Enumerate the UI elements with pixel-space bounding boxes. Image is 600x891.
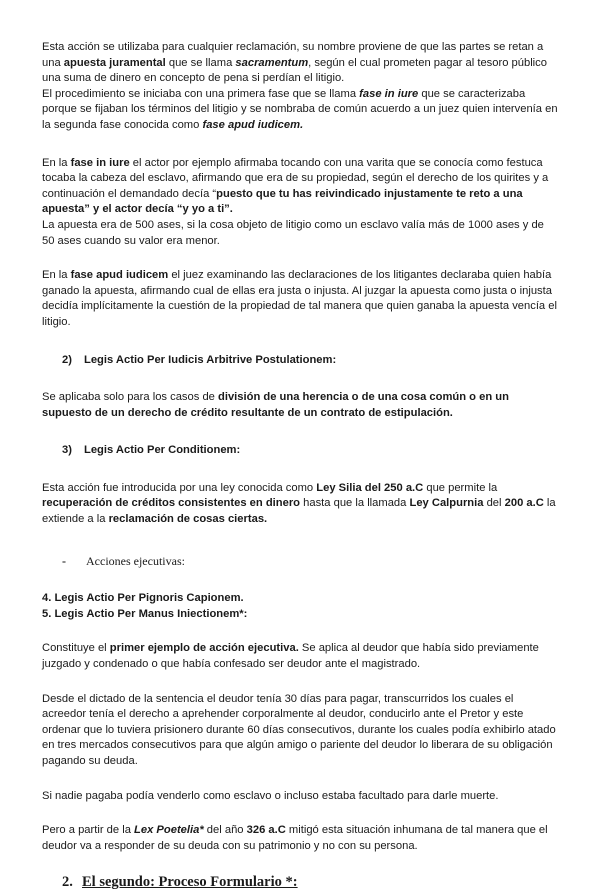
paragraph-sacramentum-intro: Esta acción se utilizaba para cualquier reclamación, su nombre proviene de que las partes se retan a una apuesta juramental que se llama sacramentum, según el cual prometen pagar al tesoro público una suma de dinero en concepto de pena si perdían el litigio. (42, 41, 547, 85)
paragraph-lex-poetelia: Pero a partir de la Lex Poetelia* del año 326 a.C mitigó esta situación inhumana de tal manera que el deudor va a responder de su deuda con su patrimonio y no con su persona. (42, 824, 548, 852)
paragraph-apuesta-value: La apuesta era de 500 ases, si la cosa objeto de litigio como un esclavo valía más de 1000 ases y de 50 ases cuando su valor era menor. (42, 218, 544, 247)
heading-pignoris-capionem: 4. Legis Actio Per Pignoris Capionem. (42, 592, 244, 605)
heading-legis-actio-conditionem: 3) Legis Actio Per Conditionem: (62, 444, 241, 457)
heading-acciones-ejecutivas: - Acciones ejecutivas: (62, 553, 185, 568)
paragraph-division-herencia: Se aplicaba solo para los casos de división de una herencia o de una cosa común o en un supuesto de un derecho de crédito resultante de un contrato de estipulación. (42, 391, 509, 419)
heading-manus-iniectionem: 5. Legis Actio Per Manus Iniectionem*: (42, 607, 248, 620)
paragraph-accion-ejecutiva: Constituye el primer ejemplo de acción ejecutiva. Se aplica al deudor que había sido previamente juzgado y condenado o que había confesado ser deudor ante el magistrado. (42, 642, 539, 671)
paragraph-procedure-phases: El procedimiento se iniciaba con una primera fase que se llama fase in iure que se caracterizaba porque se fijaban los términos del litigio y se nombraba de común acuerdo a un juez quien intervenía en la segunda fase conocida como fase apud iudicem. (42, 87, 558, 131)
heading-legis-actio-iudicis: 2) Legis Actio Per Iudicis Arbitrive Postulationem: (62, 353, 337, 366)
paragraph-ley-silia: Esta acción fue introducida por una ley conocida como Ley Silia del 250 a.C que permite la recuperación de créditos consistentes en dinero hasta que la llamada Ley Calpurnia del 200 a.C la extiende a la reclamación de cosas ciertas. (42, 481, 556, 526)
paragraph-fase-in-iure: En la fase in iure el actor por ejemplo afirmaba tocando con una varita que se conocía como festuca tocaba la cabeza del esclavo, afirmando que era de su propiedad, según el derecho de los quirites y a continuación el demandado decía “puesto que tu has reivindicado injustamente te reto a una apuesta” y el actor decía “y yo a ti”. (42, 156, 549, 216)
paragraph-venderlo-esclavo: Si nadie pagaba podía venderlo como esclavo o incluso estaba facultado para darle muerte. (42, 789, 499, 802)
paragraph-fase-apud-iudicem: En la fase apud iudicem el juez examinando las declaraciones de los litigantes declaraba quien había ganado la apuesta, afirmando cual de ellas era justa o injusta. Al juzgar la apuesta como justa o injusta decidía implícitamente la cuestión de la propiedad de tal manera que quien ganaba la apuesta vencía el litigio. (42, 269, 557, 328)
paragraph-treinta-dias: Desde el dictado de la sentencia el deudor tenía 30 días para pagar, transcurridos los cuales el acreedor tenía el derecho a aprehender corporalmente al deudor, conducirlo ante el Pretor y este ordenar que lo tuviera prisionero durante 60 días consecutivos, durante los cuales podía exhibirlo atado en tres mercados consecutivos para que algún amigo o pariente del deudor lo liberara de su obligación pagando su deuda. (42, 692, 556, 767)
section-heading-proceso-formulario: 2. El segundo: Proceso Formulario *: (62, 874, 298, 891)
